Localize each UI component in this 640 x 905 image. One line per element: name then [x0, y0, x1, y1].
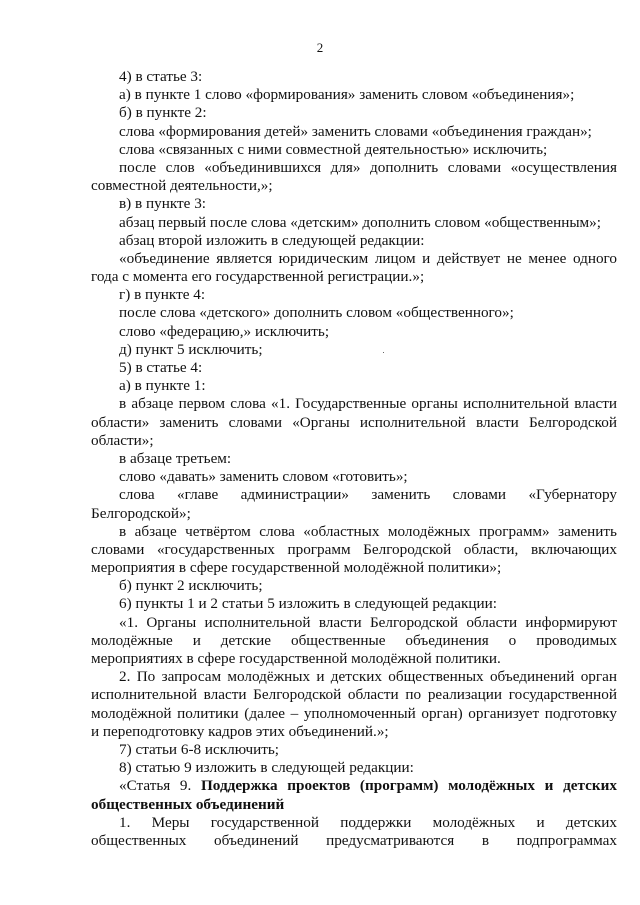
text-line: года с момента его государственной регистрации.»;	[91, 268, 425, 286]
closing-lines	[91, 814, 617, 850]
text-line: 1. Меры государственной поддержки молодёжных и детских	[119, 813, 617, 831]
article-heading-continuation: общественных объединений	[91, 795, 285, 813]
text-line: после слов «объединившихся для» дополнить словами «осуществления	[119, 158, 617, 176]
text-line: слова «формирования детей» заменить словами «объединения граждан»;	[119, 122, 592, 140]
article-heading: Поддержка проектов (программ) молодёжных и детских	[200, 777, 617, 795]
text-line: а) в пункте 1 слово «формирования» заменить словом «объединения»;	[119, 86, 575, 104]
text-line: словами «государственных программ Белгородской области, включающих	[91, 540, 617, 558]
article-prefix: «Статья 9.	[119, 777, 201, 795]
article-heading-line	[91, 777, 617, 795]
text-line: молодёжные и детские общественные объединения о проводимых	[91, 631, 617, 649]
text-line: в абзаце третьем:	[119, 449, 232, 467]
text-line: и переподготовку кадров этих объединений.»;	[91, 722, 389, 740]
text-line: слово «федерацию,» исключить;	[119, 322, 330, 340]
text-line: слова «связанных с ними совместной деятельностью» исключить;	[119, 140, 548, 158]
text-line: исполнительной власти Белгородской области по реализации государственной	[91, 686, 617, 704]
text-line: в абзаце четвёртом слова «областных молодёжных программ» заменить	[119, 522, 617, 540]
text-line: 4) в статье 3:	[119, 68, 203, 85]
text-line: б) в пункте 2:	[119, 104, 207, 122]
page-number: 2	[316, 40, 324, 55]
text-line: молодёжной политики (далее – уполномоченный орган) организует подготовку	[91, 704, 617, 722]
text-line: а) в пункте 1:	[119, 377, 206, 395]
text-line: абзац второй изложить в следующей редакции:	[119, 231, 425, 249]
text-line: б) пункт 2 исключить;	[119, 577, 263, 595]
text-line: совместной деятельности,»;	[91, 177, 273, 195]
text-line: мероприятиях в сфере государственной молодёжной политики.	[91, 650, 501, 667]
text-line: Белгородской»;	[91, 504, 191, 522]
text-line: общественных объединений предусматриваются в подпрограммах	[91, 831, 617, 849]
text-line: «1. Органы исполнительной власти Белгородской области информируют	[119, 613, 617, 631]
text-line: слово «давать» заменить словом «готовить»;	[119, 468, 408, 486]
text-line: слова «главе администрации» заменить словами «Губернатору	[119, 486, 617, 504]
text-line: области» заменить словами «Органы исполнительной власти Белгородской	[91, 413, 617, 431]
text-line: мероприятия в сфере государственной молодёжной политики»;	[91, 559, 502, 577]
text-line: области»;	[91, 431, 154, 449]
text-line: г) в пункте 4:	[119, 286, 206, 304]
text-line: абзац первый после слова «детским» дополнить словом «общественным»;	[119, 213, 601, 231]
text-line: 2. По запросам молодёжных и детских общественных объединений орган	[119, 668, 617, 686]
text-line: 6) пункты 1 и 2 статьи 5 изложить в следующей редакции:	[119, 595, 497, 613]
text-line: в) в пункте 3:	[119, 195, 207, 213]
paragraph-lines	[91, 68, 617, 777]
text-line: в абзаце первом слова «1. Государственные органы исполнительной власти	[119, 395, 617, 413]
text-line: д) пункт 5 исключить;	[119, 340, 263, 358]
text-line: 7) статьи 6-8 исключить;	[119, 740, 280, 758]
document-body	[91, 68, 617, 850]
text-line: после слова «детского» дополнить словом «общественного»;	[119, 304, 514, 322]
text-line: 8) статью 9 изложить в следующей редакции:	[119, 759, 414, 777]
text-line: 5) в статье 4:	[119, 359, 203, 376]
text-line: «объединение является юридическим лицом и действует не менее одного	[119, 249, 617, 267]
